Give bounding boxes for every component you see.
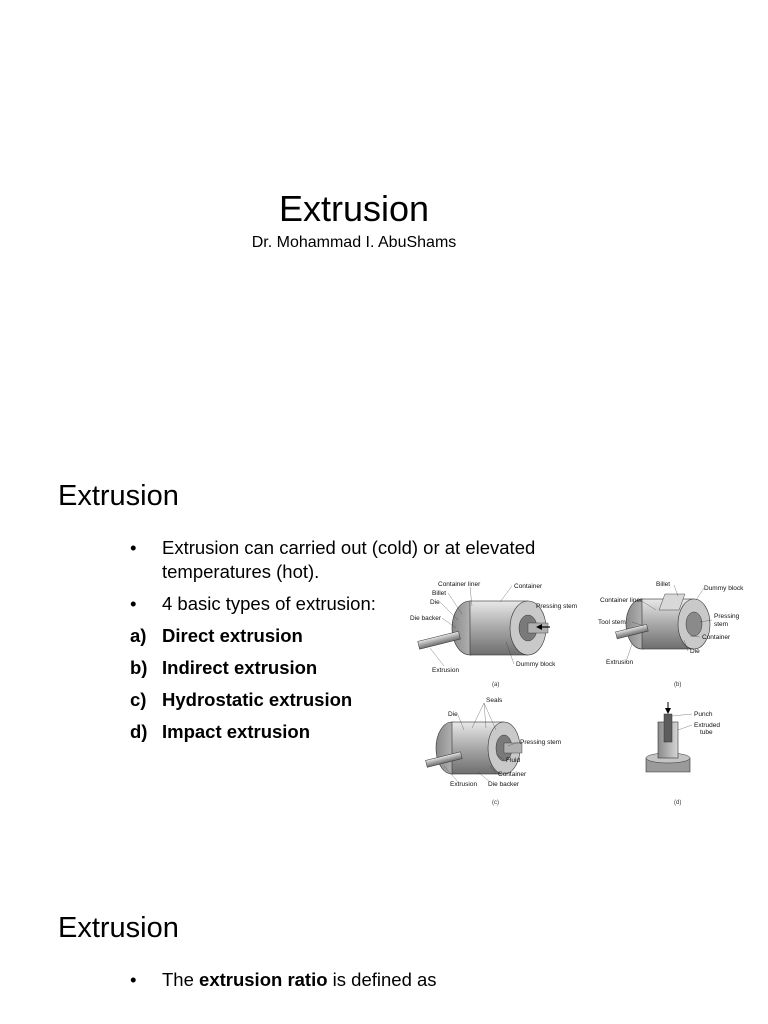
label: Container: [702, 634, 731, 641]
panel-b-indirect-extrusion: [598, 581, 744, 688]
label: Pressing stem: [520, 739, 562, 746]
extrusion-types-figure: [400, 580, 768, 812]
label: Die: [690, 648, 700, 655]
label: Tool stem: [598, 619, 626, 626]
caption: (c): [492, 800, 499, 806]
panel-c-hydrostatic-extrusion: [426, 697, 562, 806]
label: Extruded: [694, 722, 721, 729]
presentation-title: Extrusion: [278, 188, 430, 229]
bullet-item: [130, 968, 437, 992]
label: Die: [430, 599, 440, 606]
label: Die backer: [488, 781, 520, 788]
types-slide: [0, 432, 768, 864]
panel-a-direct-extrusion: [410, 581, 577, 688]
presentation-author: Dr. Mohammad I. AbuShams: [251, 234, 457, 251]
bullet-mark: •: [130, 593, 137, 614]
bullet-text: Indirect extrusion: [162, 657, 318, 678]
bullet-text-pre: The: [162, 969, 200, 990]
label: Billet: [656, 581, 671, 588]
label: Pressing: [714, 613, 740, 620]
label: Container liner: [600, 597, 643, 604]
label: Container: [514, 583, 543, 590]
label: Container: [498, 771, 527, 778]
bullet-text-bold: extrusion ratio: [199, 969, 328, 990]
label: Container liner: [438, 581, 481, 588]
label: Dummy block: [516, 661, 556, 668]
caption: (d): [674, 800, 682, 806]
bullet-item: [130, 536, 600, 584]
label: Extrusion: [450, 781, 478, 788]
panel-d-impact-extrusion: [646, 702, 720, 806]
bullet-mark: d): [130, 721, 148, 742]
bullet-mark: b): [130, 657, 148, 678]
bullet-text: Impact extrusion: [162, 721, 311, 742]
bullet-text: Extrusion can carried out (cold) or at elevated temperatures (hot).: [162, 537, 536, 582]
bullet-mark: a): [130, 625, 147, 646]
label: Die: [448, 711, 458, 718]
bullet-text-post: is defined as: [327, 969, 437, 990]
label: Billet: [432, 590, 447, 597]
caption: (a): [492, 682, 500, 688]
label: Pressing stem: [536, 603, 578, 610]
slide-heading: Extrusion: [58, 912, 179, 944]
bullet-text: Direct extrusion: [162, 625, 303, 646]
bullet-mark: c): [130, 689, 147, 710]
label: Die backer: [410, 615, 442, 622]
bullet-mark: •: [130, 969, 137, 990]
caption: (b): [674, 682, 682, 688]
label: tube: [700, 729, 713, 736]
label: Seals: [486, 697, 503, 704]
extrusion-ratio-slide: [0, 864, 768, 1024]
label: Punch: [694, 711, 713, 718]
title-slide: [0, 0, 768, 432]
label: stem: [714, 621, 729, 628]
slide-heading: Extrusion: [58, 480, 179, 512]
bullet-text: Hydrostatic extrusion: [162, 689, 353, 710]
label: Dummy block: [704, 585, 744, 592]
label: Extrusion: [606, 659, 634, 666]
label: Extrusion: [432, 667, 460, 674]
bullet-text: 4 basic types of extrusion:: [162, 593, 376, 614]
label: Fluid: [506, 757, 521, 764]
bullet-mark: •: [130, 537, 137, 558]
